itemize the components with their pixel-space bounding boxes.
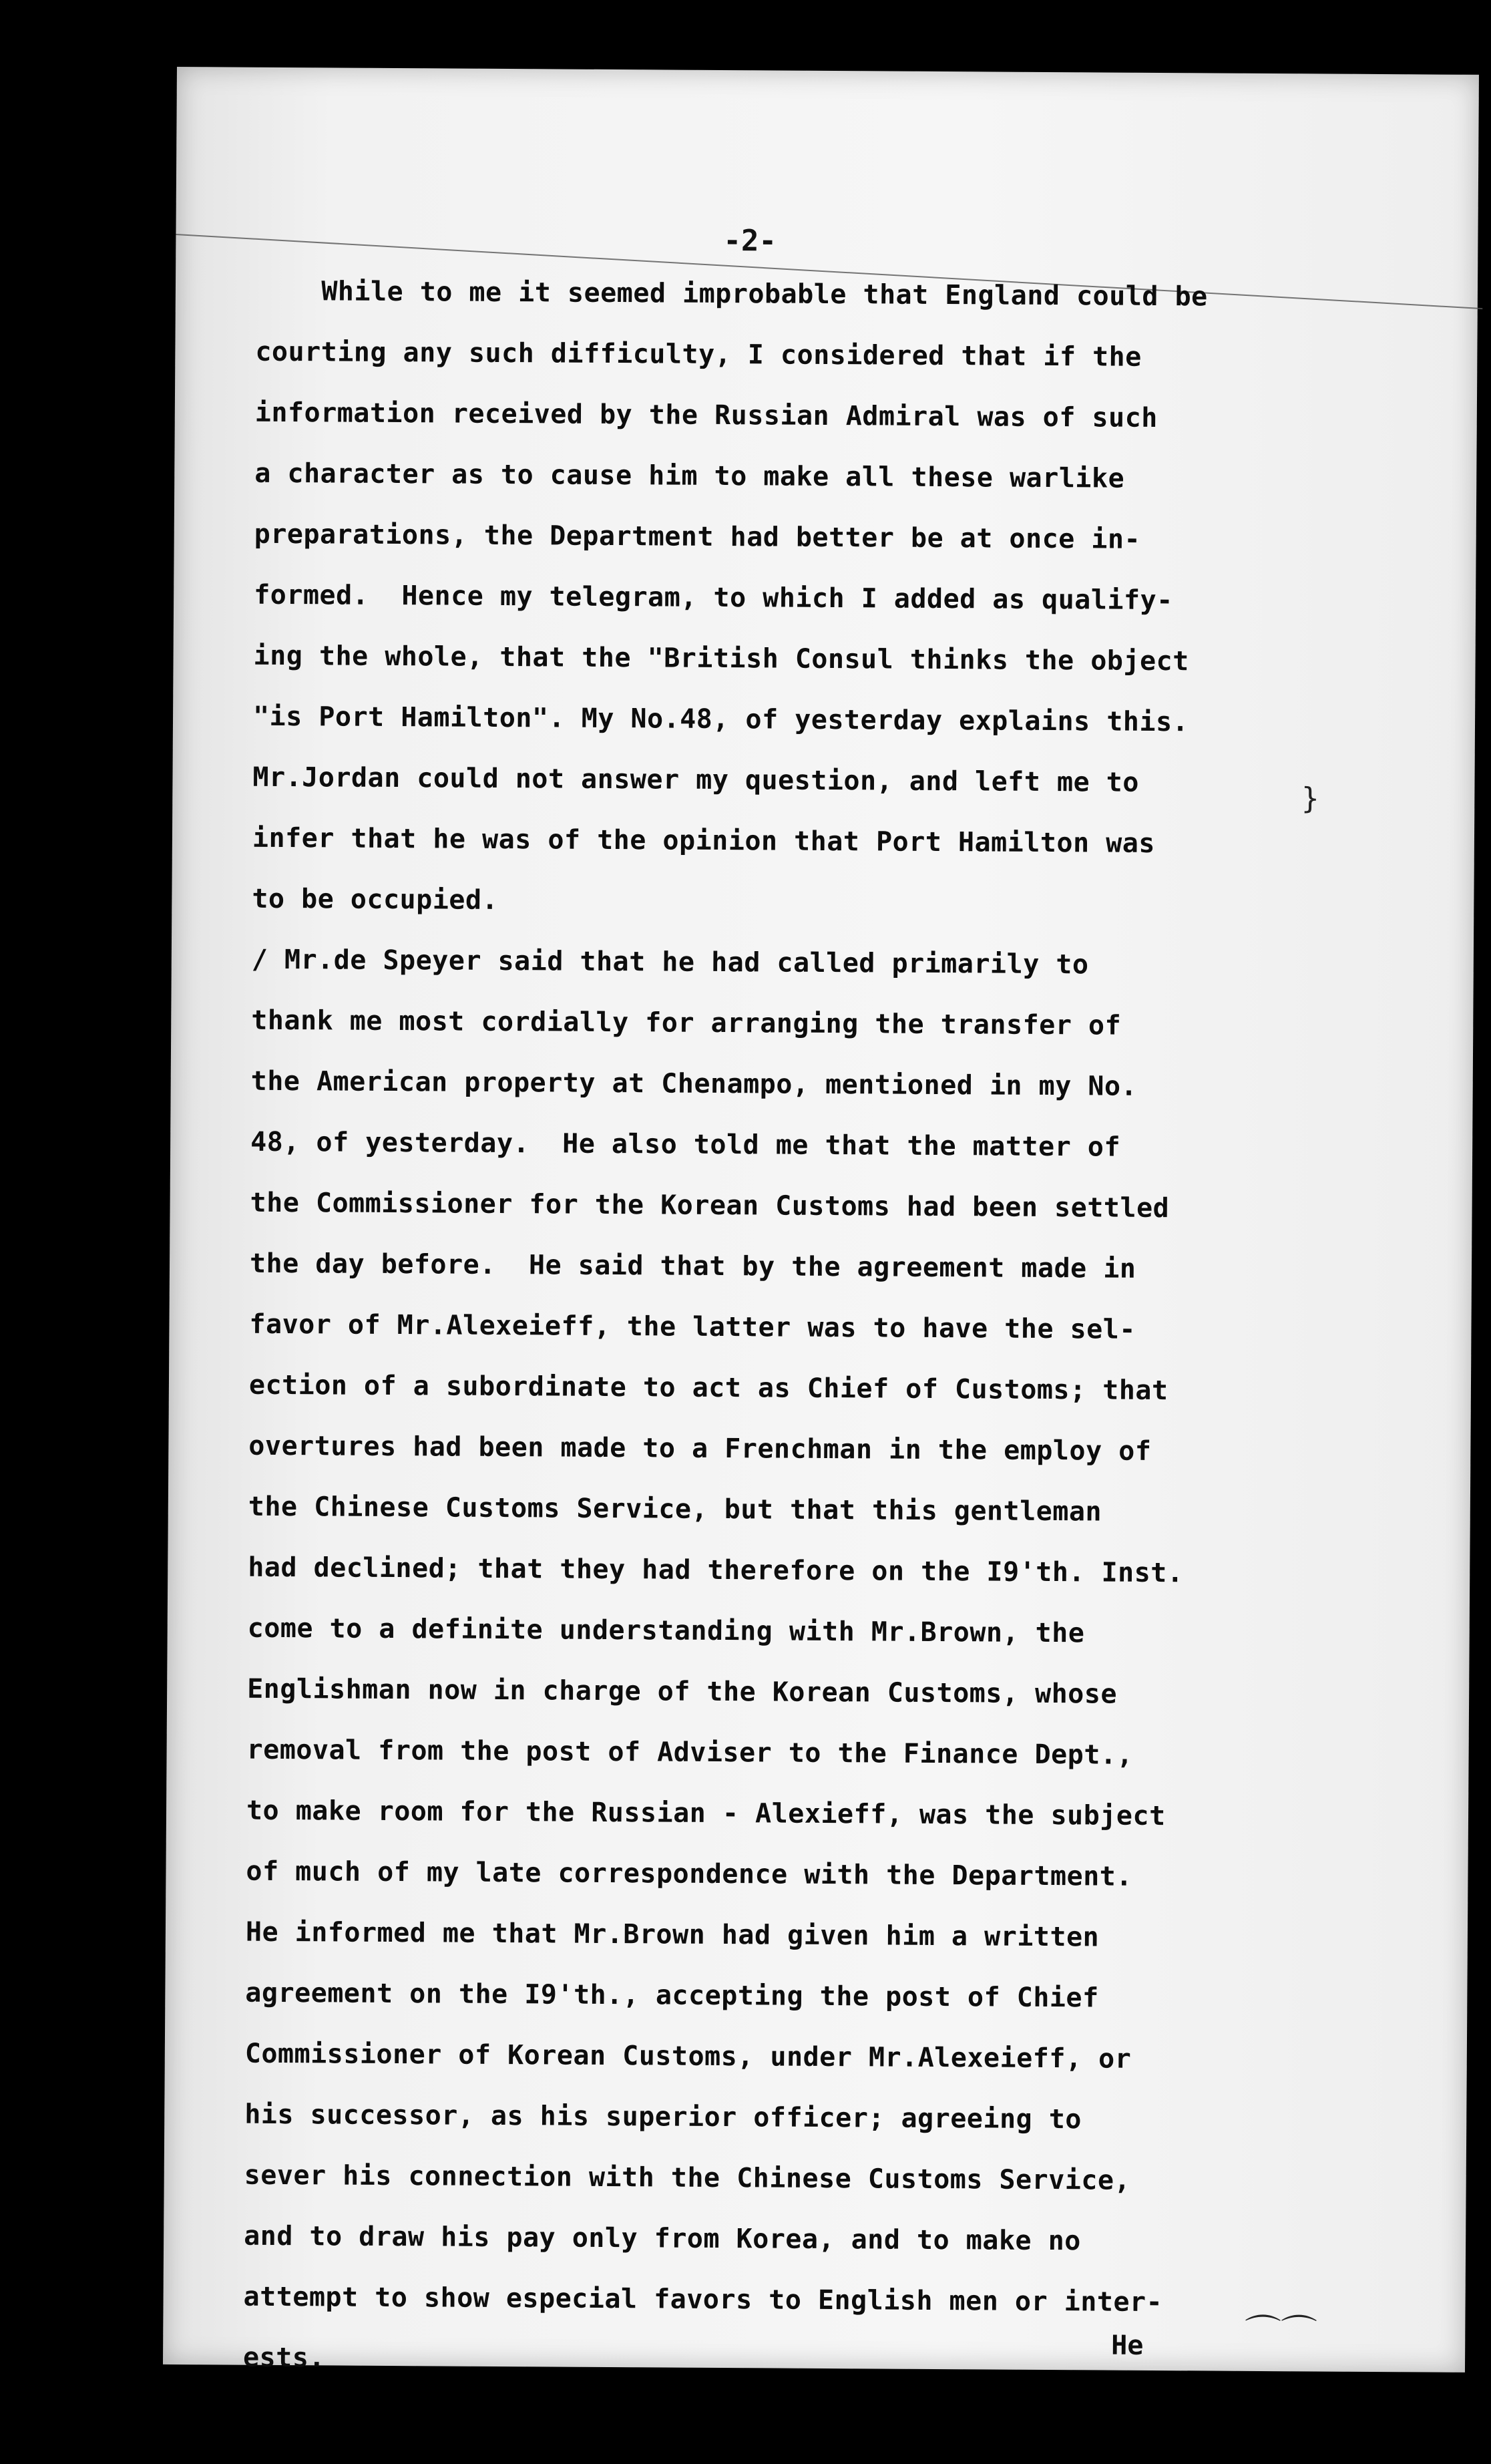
text-line: thank me most cordially for arranging the transfer of (251, 1005, 1122, 1041)
text-line: While to me it seemed improbable that England could be (255, 275, 1208, 313)
text-line: of much of my late correspondence with the Department. (246, 1856, 1133, 1892)
text-line: the Commissioner for the Korean Customs had been settled (250, 1187, 1170, 1224)
text-line: Englishman now in charge of the Korean Customs, whose (247, 1673, 1118, 1710)
text-line: "is Port Hamilton". My No.48, of yesterday explains this. (252, 701, 1189, 738)
text-line: removal from the post of Adviser to the Finance Dept., (246, 1734, 1134, 1771)
text-line: come to a definite understanding with Mr.Brown, the (247, 1612, 1085, 1649)
text-line: 48, of yesterday. He also told me that the matter of (250, 1126, 1121, 1163)
text-line: the day before. He said that by the agreement made in (249, 1248, 1136, 1284)
text-line: Mr.Jordan could not answer my question, and left me to (252, 761, 1140, 798)
text-line: a character as to cause him to make all these warlike (254, 458, 1125, 494)
text-line: attempt to show especial favors to English men or inter- (243, 2281, 1163, 2318)
text-line: ection of a subordinate to act as Chief of Customs; that (248, 1369, 1168, 1407)
scribble-mark-icon: ⌒⌒ (1245, 2311, 1317, 2354)
text-line: infer that he was of the opinion that Port Hamilton was (252, 822, 1156, 859)
document-page (163, 67, 1479, 2372)
text-line: the Chinese Customs Service, but that this gentleman (248, 1491, 1102, 1528)
letter-body (243, 261, 1337, 2395)
text-line: overtures had been made to a Frenchman in the employ of (248, 1430, 1152, 1467)
text-line: Commissioner of Korean Customs, under Mr.Alexeieff, or (244, 2038, 1132, 2075)
text-line: agreement on the I9'th., accepting the post of Chief (245, 1977, 1099, 2014)
catchword: He (1111, 2330, 1144, 2361)
text-line: information received by the Russian Admiral was of such (254, 397, 1158, 433)
text-line: to be occupied. (252, 883, 499, 916)
text-line: his successor, as his superior officer; agreeing to (244, 2099, 1082, 2135)
text-line: the American property at Chenampo, mentioned in my No. (250, 1065, 1138, 1102)
text-line: had declined; that they had therefore on the I9'th. Inst. (248, 1552, 1184, 1589)
text-line: He informed me that Mr.Brown had given him a written (245, 1916, 1100, 1953)
bracket-mark-icon: } (1301, 781, 1320, 816)
text-line: courting any such difficulty, I considered that if the (255, 336, 1142, 373)
text-line: to make room for the Russian - Alexieff, was the subject (246, 1795, 1166, 1832)
text-line: sever his connection with the Chinese Customs Service, (244, 2159, 1131, 2196)
page-number: -2- (723, 224, 777, 258)
text-line: ing the whole, that the "British Consul thinks the object (253, 640, 1189, 677)
text-line: / Mr.de Speyer said that he had called primarily to (251, 944, 1089, 981)
text-line: and to draw his pay only from Korea, and to make no (244, 2220, 1081, 2257)
text-line: formed. Hence my telegram, to which I added as qualify- (254, 579, 1173, 617)
text-line: favor of Mr.Alexeieff, the latter was to have the sel- (249, 1308, 1136, 1345)
text-line: preparations, the Department had better be at once in- (254, 518, 1141, 555)
text-line: ests. (242, 2342, 326, 2374)
